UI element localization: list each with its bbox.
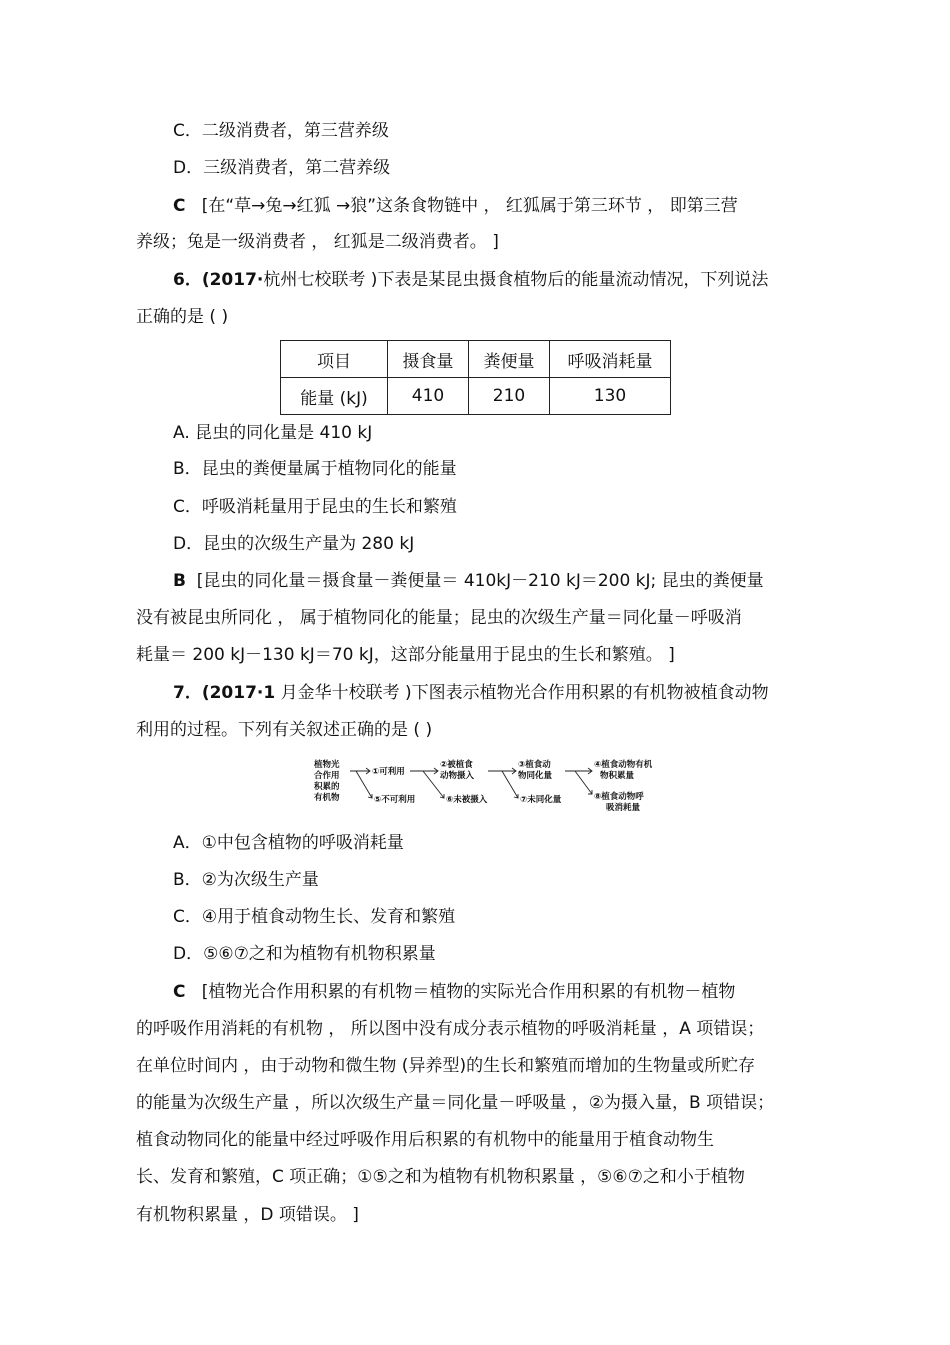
diagram-node-8: ⑧植食动物呼 [594,792,644,802]
q6-option-c: C．呼吸消耗量用于昆虫的生长和繁殖 [173,497,457,517]
diagram-node-8: 吸消耗量 [606,803,641,813]
table-row [281,378,671,415]
q7-answer-cont: 长、发育和繁殖，C 项正确；①⑤之和为植物有机物积累量 ，⑤⑥⑦之和小于植物 [136,1167,745,1187]
answer-text: [昆虫的同化量＝摄食量－粪便量＝ 410kJ－210 kJ＝200 kJ; 昆虫的粪便量 [196,571,764,591]
q7-option-c: C．④用于植食动物生长、发育和繁殖 [173,907,456,927]
question-number: 6．(2017· [173,270,264,290]
answer-text: [植物光合作用积累的有机物＝植物的实际光合作用积累的有机物－植物 [201,982,736,1002]
diagram-source-label: 积累的 [314,782,340,792]
q7-option-b: B．②为次级生产量 [173,870,319,890]
table-cell: 能量 (kJ) [281,378,388,415]
diagram-node-7: ⑦未同化量 [520,795,562,805]
q6-option-d: D．昆虫的次级生产量为 280 kJ [173,534,415,554]
diagram-node-3: 物同化量 [518,771,553,781]
question-number: 7．(2017·1 [173,683,276,703]
q7-answer-cont: 在单位时间内 ，由于动物和微生物 (异养型)的生长和繁殖而增加的生物量或所贮存 [136,1056,756,1076]
diagram-node-1: ①可利用 [372,767,405,777]
answer-text: [在“草→兔→红狐 →狼”这条食物链中 ， 红狐属于第三环节 ， 即第三营 [201,196,738,216]
answer-letter: C [173,982,186,1002]
table-header-row [281,341,671,378]
q6-answer-cont: 没有被昆虫所同化 ， 属于植物同化的能量；昆虫的次级生产量＝同化量－呼吸消 [136,608,742,628]
q7-answer-cont: 的能量为次级生产量 ，所以次级生产量＝同化量－呼吸量 ，②为摄入量，B 项错误； [136,1093,775,1113]
q6-option-a: A. 昆虫的同化量是 410 kJ [173,423,373,443]
table-header-cell: 粪便量 [469,341,550,378]
diagram-node-6: ⑥未被摄入 [446,795,488,805]
q7-answer-cont: 植食动物同化的能量中经过呼吸作用后积累的有机物中的能量用于植食动物生 [136,1130,714,1150]
q6-option-b: B．昆虫的粪便量属于植物同化的能量 [173,459,457,479]
q7-stem [173,682,769,704]
q7-stem-cont: 利用的过程。下列有关叙述正确的是 ( ) [136,720,433,740]
energy-flow-diagram [310,758,690,816]
table-cell: 210 [469,378,550,415]
answer-letter: B [173,571,186,591]
q7-option-d: D．⑤⑥⑦之和为植物有机物积累量 [173,944,436,964]
energy-table [280,340,671,415]
q7-answer-cont: 有机物积累量 ，D 项错误。 ] [136,1205,359,1225]
q7-answer [173,981,735,1003]
q5-option-c: C．二级消费者，第三营养级 [173,121,389,141]
table-cell: 130 [550,378,671,415]
question-source: 月金华十校联考 )下图表示植物光合作用积累的有机物被植食动物 [280,683,769,703]
q6-stem [173,269,768,291]
diagram-node-5: ⑤不可利用 [374,795,416,805]
diagram-source-label: 合作用 [314,771,340,781]
q5-answer-cont: 养级；兔是一级消费者 ， 红狐是二级消费者。 ] [136,232,499,252]
answer-letter: C [173,196,186,216]
diagram-node-3: ③植食动 [518,760,551,770]
q6-stem-cont: 正确的是 ( ) [136,307,229,327]
table-header-cell: 呼吸消耗量 [550,341,671,378]
q7-option-a: A．①中包含植物的呼吸消耗量 [173,833,404,853]
q5-answer [173,195,738,217]
q7-answer-cont: 的呼吸作用消耗的有机物 ， 所以图中没有成分表示植物的呼吸消耗量 ，A 项错误； [136,1019,765,1039]
table-cell: 410 [388,378,469,415]
q6-answer-cont2: 耗量＝ 200 kJ－130 kJ＝70 kJ，这部分能量用于昆虫的生长和繁殖。 ] [136,645,675,665]
q5-option-d: D．三级消费者，第二营养级 [173,158,391,178]
table-header-cell: 项目 [281,341,388,378]
diagram-node-2: 动物摄入 [440,771,475,781]
q6-answer [173,570,764,592]
question-source: 杭州七校联考 )下表是某昆虫摄食植物后的能量流动情况，下列说法 [263,270,769,290]
diagram-node-4: ④植食动物有机 [594,760,653,770]
diagram-source-label: 有机物 [314,793,340,803]
diagram-node-2: ②被植食 [440,760,473,770]
table-header-cell: 摄食量 [388,341,469,378]
diagram-source-label: 植物光 [314,760,340,770]
diagram-node-4: 物积累量 [600,771,635,781]
